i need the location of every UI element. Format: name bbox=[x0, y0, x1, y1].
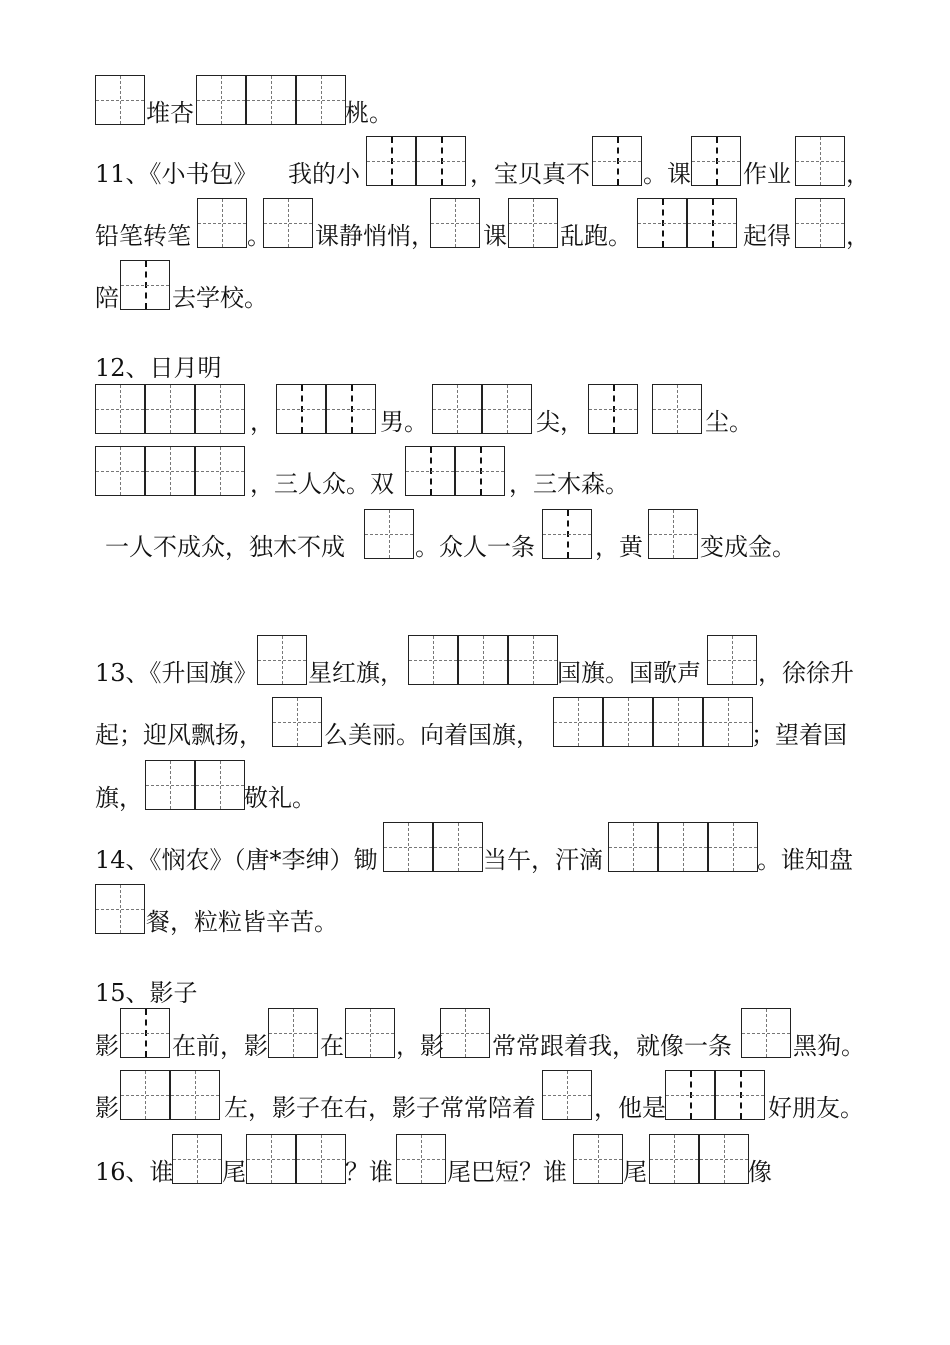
writing-box[interactable] bbox=[430, 198, 480, 248]
text-run: 敬礼。 bbox=[244, 784, 316, 812]
text-run: 好朋友。 bbox=[768, 1094, 864, 1122]
text-run: 铅笔转笔 bbox=[95, 222, 191, 250]
text-run: 变成金。 bbox=[700, 533, 796, 561]
text-run: ， bbox=[846, 222, 870, 250]
writing-box[interactable] bbox=[145, 760, 195, 810]
text-run: 乱跑。 bbox=[560, 222, 632, 250]
writing-box[interactable] bbox=[648, 509, 698, 559]
text-run: 起得 bbox=[743, 222, 791, 250]
writing-box[interactable] bbox=[366, 136, 416, 186]
text-run: 当午，汗滴 bbox=[483, 846, 603, 874]
text-run: 陪 bbox=[95, 284, 119, 312]
writing-box[interactable] bbox=[396, 1134, 446, 1184]
text-run: ，黄 bbox=[595, 533, 643, 561]
text-run: ；望着国 bbox=[751, 721, 847, 749]
writing-box[interactable] bbox=[691, 136, 741, 186]
line-l6 bbox=[0, 384, 950, 436]
writing-box[interactable] bbox=[263, 198, 313, 248]
writing-box[interactable] bbox=[458, 635, 508, 685]
text-run: ，影 bbox=[396, 1032, 444, 1060]
text-run: 16、谁 bbox=[95, 1158, 174, 1186]
text-run: ？谁 bbox=[345, 1158, 393, 1186]
writing-box[interactable] bbox=[95, 384, 145, 434]
writing-box[interactable] bbox=[715, 1070, 765, 1120]
line-l1 bbox=[0, 75, 950, 127]
writing-box[interactable] bbox=[95, 884, 145, 934]
text-run: 黑狗。 bbox=[793, 1032, 865, 1060]
writing-box[interactable] bbox=[145, 446, 195, 496]
text-run: 像 bbox=[748, 1158, 772, 1186]
writing-box[interactable] bbox=[542, 1070, 592, 1120]
writing-box[interactable] bbox=[195, 760, 245, 810]
writing-box[interactable] bbox=[653, 697, 703, 747]
text-run: 影 bbox=[95, 1032, 119, 1060]
text-run: 左，影子在右，影子常常陪着 bbox=[224, 1094, 536, 1122]
writing-box[interactable] bbox=[658, 822, 708, 872]
text-run: ，他是 bbox=[594, 1094, 666, 1122]
line-l7 bbox=[0, 446, 950, 498]
writing-box[interactable] bbox=[416, 136, 466, 186]
writing-box[interactable] bbox=[542, 509, 592, 559]
writing-box[interactable] bbox=[608, 822, 658, 872]
writing-box[interactable] bbox=[272, 697, 322, 747]
writing-box[interactable] bbox=[440, 1008, 490, 1058]
writing-box[interactable] bbox=[665, 1070, 715, 1120]
writing-box[interactable] bbox=[172, 1134, 222, 1184]
writing-box[interactable] bbox=[268, 1008, 318, 1058]
writing-box[interactable] bbox=[649, 1134, 699, 1184]
text-run: 影 bbox=[95, 1094, 119, 1122]
text-run: 课静悄悄， bbox=[315, 222, 435, 250]
writing-box[interactable] bbox=[637, 198, 687, 248]
writing-box[interactable] bbox=[120, 1070, 170, 1120]
text-run: 15、影子 bbox=[95, 979, 198, 1007]
text-run: ， bbox=[250, 408, 274, 436]
writing-box[interactable] bbox=[652, 384, 702, 434]
writing-box[interactable] bbox=[699, 1134, 749, 1184]
writing-box[interactable] bbox=[170, 1070, 220, 1120]
text-run: ，三人众。双 bbox=[250, 470, 394, 498]
writing-box[interactable] bbox=[588, 384, 638, 434]
writing-box[interactable] bbox=[573, 1134, 623, 1184]
writing-box[interactable] bbox=[145, 384, 195, 434]
writing-box[interactable] bbox=[508, 635, 558, 685]
text-run: 旗， bbox=[95, 784, 143, 812]
writing-box[interactable] bbox=[553, 697, 603, 747]
text-run: 么美丽。向着国旗， bbox=[324, 721, 540, 749]
line-l9 bbox=[0, 635, 950, 687]
line-l4 bbox=[0, 260, 950, 312]
line-l13 bbox=[0, 884, 950, 936]
text-run: 课 bbox=[483, 222, 507, 250]
writing-box[interactable] bbox=[405, 446, 455, 496]
text-run: 在 bbox=[320, 1032, 344, 1060]
text-run: 11、《小书包》 bbox=[95, 160, 258, 188]
text-run: 12、日月明 bbox=[95, 354, 222, 382]
text-run: 去学校。 bbox=[172, 284, 268, 312]
text-run: 尾巴短？谁 bbox=[447, 1158, 567, 1186]
text-run: 男。 bbox=[380, 408, 428, 436]
text-run: 堆杏 bbox=[146, 99, 194, 127]
text-run: 国旗。国歌声 bbox=[557, 659, 701, 687]
text-run: 尾 bbox=[623, 1158, 647, 1186]
line-l8 bbox=[0, 509, 950, 561]
text-run: 。课 bbox=[643, 160, 691, 188]
text-run: 13、《升国旗》 bbox=[95, 659, 258, 687]
line-l2 bbox=[0, 136, 950, 188]
text-run: 作业 bbox=[743, 160, 791, 188]
writing-box[interactable] bbox=[246, 75, 296, 125]
text-run: 一人不成众，独木不成 bbox=[105, 533, 345, 561]
writing-box[interactable] bbox=[508, 198, 558, 248]
writing-box[interactable] bbox=[795, 136, 845, 186]
writing-box[interactable] bbox=[345, 1008, 395, 1058]
writing-box[interactable] bbox=[195, 384, 245, 434]
line-l17 bbox=[0, 1134, 950, 1186]
line-l16 bbox=[0, 1070, 950, 1122]
writing-box[interactable] bbox=[195, 446, 245, 496]
writing-box[interactable] bbox=[364, 509, 414, 559]
writing-box[interactable] bbox=[482, 384, 532, 434]
text-run: 14、《悯农》（唐*李绅）锄 bbox=[95, 846, 378, 874]
line-l3 bbox=[0, 198, 950, 250]
writing-box[interactable] bbox=[603, 697, 653, 747]
writing-box[interactable] bbox=[703, 697, 753, 747]
text-run: 星红旗， bbox=[308, 659, 404, 687]
text-run: 尘。 bbox=[705, 408, 753, 436]
line-l5 bbox=[0, 330, 950, 382]
writing-box[interactable] bbox=[383, 822, 433, 872]
text-run: ，三木森。 bbox=[509, 470, 629, 498]
text-run: 。 bbox=[247, 222, 271, 250]
line-l14 bbox=[0, 955, 950, 1007]
text-run: 尖， bbox=[536, 408, 584, 436]
writing-box[interactable] bbox=[196, 75, 246, 125]
line-l11 bbox=[0, 760, 950, 812]
text-run: ，宝贝真不 bbox=[470, 160, 590, 188]
writing-box[interactable] bbox=[246, 1134, 296, 1184]
text-run: ，徐徐升 bbox=[758, 659, 854, 687]
writing-box[interactable] bbox=[687, 198, 737, 248]
text-run: 。谁知盘 bbox=[757, 846, 853, 874]
writing-box[interactable] bbox=[741, 1008, 791, 1058]
writing-box[interactable] bbox=[433, 822, 483, 872]
writing-box[interactable] bbox=[708, 822, 758, 872]
writing-box[interactable] bbox=[276, 384, 326, 434]
writing-box[interactable] bbox=[95, 75, 145, 125]
text-run: 在前，影 bbox=[172, 1032, 268, 1060]
writing-box[interactable] bbox=[257, 635, 307, 685]
writing-box[interactable] bbox=[326, 384, 376, 434]
writing-box[interactable] bbox=[296, 75, 346, 125]
writing-box[interactable] bbox=[95, 446, 145, 496]
line-l10 bbox=[0, 697, 950, 749]
writing-box[interactable] bbox=[432, 384, 482, 434]
text-run: 起；迎风飘扬， bbox=[95, 721, 263, 749]
text-run: ， bbox=[846, 160, 870, 188]
line-l15 bbox=[0, 1008, 950, 1060]
text-run: 常常跟着我，就像一条 bbox=[492, 1032, 732, 1060]
writing-box[interactable] bbox=[707, 635, 757, 685]
writing-box[interactable] bbox=[197, 198, 247, 248]
writing-box[interactable] bbox=[408, 635, 458, 685]
text-run: 。众人一条 bbox=[415, 533, 535, 561]
writing-box[interactable] bbox=[120, 1008, 170, 1058]
text-run: 尾 bbox=[222, 1158, 246, 1186]
writing-box[interactable] bbox=[455, 446, 505, 496]
writing-box[interactable] bbox=[296, 1134, 346, 1184]
writing-box[interactable] bbox=[795, 198, 845, 248]
text-run: 我的小 bbox=[288, 160, 360, 188]
writing-box[interactable] bbox=[592, 136, 642, 186]
text-run: 桃。 bbox=[345, 99, 393, 127]
line-l12 bbox=[0, 822, 950, 874]
text-run: 餐，粒粒皆辛苦。 bbox=[146, 908, 338, 936]
writing-box[interactable] bbox=[120, 260, 170, 310]
